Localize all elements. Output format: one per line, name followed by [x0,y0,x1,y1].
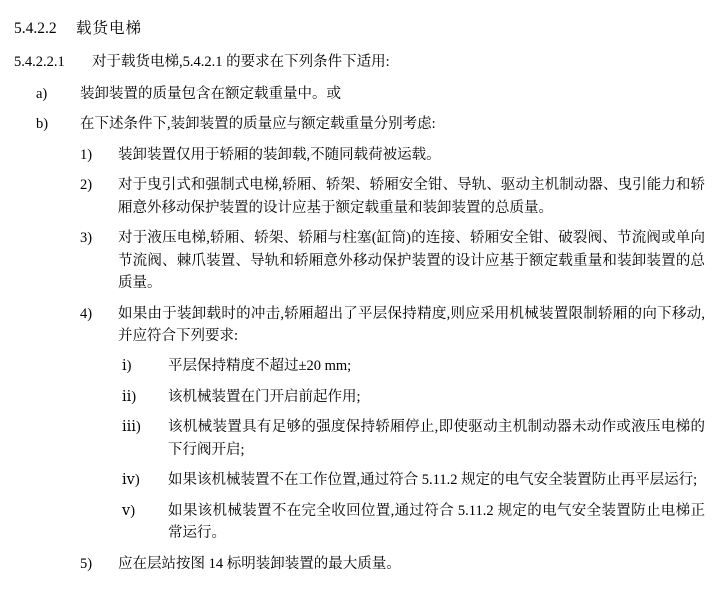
list-item-text: 装卸装置仅用于轿厢的装卸载,不随同载荷被运载。 [118,146,441,163]
list-item [14,355,705,377]
list-item [14,144,705,166]
list-item-text: 平层保持精度不超过±20 mm; [168,358,352,375]
list-item [14,227,705,294]
list-item [14,303,705,348]
list-item [14,174,705,219]
list-item [14,113,705,135]
list-item-marker: 1) [80,146,93,163]
section-heading [14,16,705,38]
list-item [14,553,705,575]
list-item [14,386,705,408]
list-item-text: 应在层站按图 14 标明装卸装置的最大质量。 [118,555,401,572]
list-item-marker: ⅳ) [122,472,140,489]
list-item-marker: ⅲ) [122,419,141,436]
list-item-marker: 2) [80,177,93,194]
clause-number: 5.4.2.2.1 [14,54,65,70]
list-item [14,416,705,461]
list-item-text: 如果由于装卸载时的冲击,轿厢超出了平层保持精度,则应采用机械装置限制轿厢的向下移动,并应符合下列要求: [118,305,705,344]
clause-paragraph [14,52,705,74]
list-item-text: 如果该机械装置不在工作位置,通过符合 5.11.2 规定的电气安全装置防止再平层运行; [168,472,698,489]
list-item-text: 如果该机械装置不在完全收回位置,通过符合 5.11.2 规定的电气安全装置防止电梯正常运行。 [168,502,705,542]
list-item-marker: 3) [80,230,93,247]
list-item-marker: ⅴ) [122,502,136,519]
list-item-marker: 4) [80,305,93,322]
list-item-text: 该机械装置在门开启前起作用; [168,388,361,405]
list-item [14,83,705,105]
list-item [14,500,705,545]
list-item-text: 对于曳引式和强制式电梯,轿厢、轿架、轿厢安全钳、导轨、驱动主机制动器、曳引能力和轿厢意外移动保护装置的设计应基于额定载重量和装卸装置的总质量。 [118,177,705,216]
list-item-text: 在下述条件下,装卸装置的质量应与额定载重量分别考虑: [80,116,436,133]
list-item-marker: ⅱ) [122,388,137,405]
section-title: 载货电梯 [76,20,143,37]
list-item-marker: ⅰ) [122,358,132,375]
list-item-text: 对于液压电梯,轿厢、轿架、轿厢与柱塞(缸筒)的连接、轿厢安全钳、破裂阀、节流阀或单向节流阀、棘爪装置、导轨和轿厢意外移动保护装置的设计应基于额定载重量和装卸装置的总质量。 [118,230,705,292]
list-item-text: 该机械装置具有足够的强度保持轿厢停止,即使驱动主机制动器未动作或液压电梯的下行阀开启; [168,419,705,458]
list-item [14,469,705,491]
list-item-marker: b) [36,116,49,133]
list-item-text: 装卸装置的质量包含在额定载重量中。或 [80,85,341,102]
clause-text: 对于载货电梯,5.4.2.1 的要求在下列条件下适用: [92,54,390,70]
section-number: 5.4.2.2 [14,20,57,37]
list-item-marker: a) [36,85,48,102]
list-item-marker: 5) [80,555,93,572]
